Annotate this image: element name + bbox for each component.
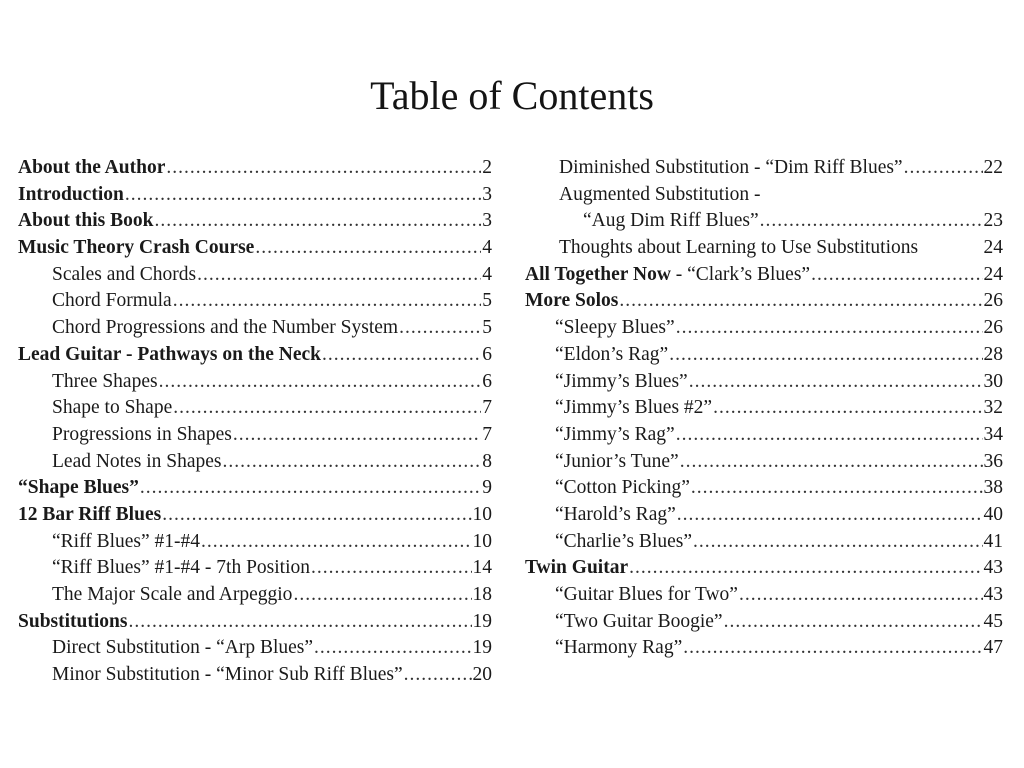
toc-leader-dots [322, 342, 481, 369]
toc-entry-title [525, 262, 810, 289]
toc-leader-dots [197, 262, 481, 289]
toc-entry-page-number: 8 [482, 450, 492, 472]
toc-leader-dots [904, 155, 983, 182]
toc-leader-dots [689, 369, 983, 396]
toc-entry-page-number: 45 [983, 610, 1003, 632]
toc-entry-page-number: 20 [472, 664, 492, 686]
toc-entry-page-number: 41 [983, 530, 1003, 552]
toc-entry-title: Chord Progressions and the Number System [52, 317, 399, 339]
toc-entry [18, 182, 492, 209]
toc-entry [525, 235, 1003, 262]
toc-entry [525, 395, 1003, 422]
toc-entry-title: “Junior’s Tune” [555, 450, 679, 472]
toc-entry-page-number: 24 [983, 237, 1003, 259]
toc-entry [525, 155, 1003, 182]
toc-entry [525, 582, 1003, 609]
toc-entry [525, 635, 1003, 662]
toc-entry-page-number: 2 [482, 157, 492, 178]
toc-leader-dots [713, 395, 982, 422]
toc-leader-dots [676, 315, 983, 342]
toc-entry-title: Chord Formula [52, 290, 172, 312]
toc-entry-page-number: 28 [983, 343, 1003, 365]
toc-entry-page-number: 26 [983, 290, 1003, 312]
toc-entry-page-number: 36 [983, 450, 1003, 472]
toc-leader-dots [811, 262, 982, 289]
toc-entry-title: Progressions in Shapes [52, 423, 232, 445]
toc-entry-title: “Eldon’s Rag” [555, 343, 669, 365]
toc-entry-page-number: 6 [482, 343, 492, 365]
toc-entry-title: More Solos [525, 290, 619, 312]
toc-leader-dots [399, 315, 481, 342]
toc-entry-page-number: 34 [983, 423, 1003, 445]
toc-entry-title: Augmented Substitution - [559, 183, 761, 205]
toc-entry [18, 502, 492, 529]
toc-entry [18, 369, 492, 396]
toc-entry-title: Scales and Chords [52, 263, 197, 285]
toc-entry-title: Three Shapes [52, 370, 158, 392]
toc-entry-page-number: 43 [983, 557, 1003, 579]
toc-entry [525, 315, 1003, 342]
toc-entry-page-number: 24 [983, 263, 1003, 285]
toc-entry [18, 529, 492, 556]
toc-entry-title: “Riff Blues” #1-#4 [52, 530, 201, 552]
toc-entry [18, 475, 492, 502]
toc-entry [525, 449, 1003, 476]
toc-entry-page-number: 18 [472, 584, 492, 605]
toc-entry [18, 288, 492, 315]
toc-entry-title: “Harmony Rag” [555, 637, 683, 659]
toc-entry-page-number: 23 [983, 210, 1003, 232]
toc-leader-dots [293, 582, 471, 609]
toc-entry [525, 182, 1003, 209]
toc-leader-dots [125, 182, 481, 209]
toc-entry [18, 315, 492, 342]
toc-entry [525, 369, 1003, 396]
toc-entry-page-number: 9 [482, 477, 492, 499]
toc-entry [18, 609, 492, 636]
toc-leader-dots [233, 422, 481, 449]
toc-entry-page-number: 22 [983, 157, 1003, 178]
toc-right-column [525, 155, 1003, 662]
toc-entry-page-number: 26 [983, 317, 1003, 339]
toc-entry [18, 395, 492, 422]
toc-entry-title: “Jimmy’s Blues” [555, 370, 688, 392]
toc-entry-page-number: 10 [472, 503, 492, 525]
toc-leader-dots [162, 502, 471, 529]
toc-leader-dots [140, 475, 481, 502]
toc-leader-dots [173, 395, 481, 422]
toc-entry-title: About this Book [18, 210, 154, 232]
toc-entry-page-number: 19 [472, 637, 492, 659]
toc-leader-dots [223, 449, 482, 476]
toc-leader-dots [154, 208, 481, 235]
toc-entry-title: “Jimmy’s Blues #2” [555, 397, 713, 419]
toc-entry-title: Thoughts about Learning to Use Substitutions [559, 237, 919, 259]
toc-entry [525, 475, 1003, 502]
toc-leader-dots [739, 582, 983, 609]
toc-entry-title: “Harold’s Rag” [555, 503, 676, 525]
toc-entry-title: “Aug Dim Riff Blues” [583, 210, 759, 232]
toc-entry [18, 235, 492, 262]
toc-leader-dots [173, 288, 482, 315]
toc-entry [18, 262, 492, 289]
toc-entry [18, 582, 492, 609]
toc-entry-title: Diminished Substitution - “Dim Riff Blues” [559, 157, 903, 178]
toc-entry-title: Lead Guitar - Pathways on the Neck [18, 343, 321, 365]
toc-leader-dots [680, 449, 983, 476]
toc-entry-title-rest: - “Clark’s Blues” [670, 263, 811, 285]
toc-entry-page-number: 5 [482, 317, 492, 339]
toc-entry-page-number: 3 [482, 183, 492, 205]
toc-entry [18, 342, 492, 369]
toc-entry-page-number: 43 [983, 584, 1003, 605]
toc-leader-dots [166, 155, 481, 182]
toc-entry-page-number: 40 [983, 503, 1003, 525]
toc-entry-title: Twin Guitar [525, 557, 629, 579]
toc-entry-title: Lead Notes in Shapes [52, 450, 222, 472]
toc-entry-page-number: 47 [983, 637, 1003, 659]
toc-entry [18, 635, 492, 662]
toc-entry [18, 208, 492, 235]
page-title: Table of Contents [370, 73, 654, 118]
toc-entry-title: “Sleepy Blues” [555, 317, 675, 339]
toc-entry-title: “Shape Blues” [18, 477, 139, 499]
toc-entry-title-bold: All Together Now [525, 263, 671, 285]
toc-leader-dots [724, 609, 983, 636]
toc-leader-dots [693, 529, 982, 556]
toc-entry-page-number: 32 [983, 397, 1003, 419]
toc-entry-page-number: 6 [482, 370, 492, 392]
toc-entry [18, 422, 492, 449]
toc-entry-title: 12 Bar Riff Blues [18, 503, 162, 525]
toc-leader-dots [629, 555, 982, 582]
toc-entry-page-number: 10 [472, 530, 492, 552]
toc-leader-dots [128, 609, 471, 636]
toc-entry-title: “Jimmy’s Rag” [555, 423, 675, 445]
toc-entry-title: “Cotton Picking” [555, 477, 690, 499]
toc-entry-page-number: 4 [482, 263, 492, 285]
toc-entry-page-number: 30 [983, 370, 1003, 392]
toc-entry-title: “Two Guitar Boogie” [555, 610, 723, 632]
toc-entry-page-number: 7 [482, 397, 492, 419]
toc-entry-title: Substitutions [18, 610, 128, 632]
toc-entry-title: “Guitar Blues for Two” [555, 584, 738, 605]
toc-entry [525, 262, 1003, 289]
toc-leader-dots [201, 529, 471, 556]
toc-leader-dots [760, 208, 983, 235]
toc-leader-dots [404, 662, 472, 689]
toc-leader-dots [314, 635, 471, 662]
toc-leader-dots [691, 475, 983, 502]
toc-entry-title: The Major Scale and Arpeggio [52, 584, 293, 605]
toc-entry [18, 155, 492, 182]
toc-entry-title: About the Author [18, 157, 166, 178]
toc-entry [525, 208, 1003, 235]
toc-entry [525, 529, 1003, 556]
toc-left-column [18, 155, 492, 689]
toc-entry [18, 449, 492, 476]
toc-entry [525, 555, 1003, 582]
toc-entry-page-number: 4 [482, 237, 492, 259]
toc-leader-dots [311, 555, 471, 582]
toc-entry-page-number: 19 [472, 610, 492, 632]
toc-entry-title: Introduction [18, 183, 124, 205]
toc-entry [525, 502, 1003, 529]
toc-entry [18, 555, 492, 582]
toc-leader-dots [255, 235, 481, 262]
toc-entry-title: Music Theory Crash Course [18, 237, 255, 259]
toc-leader-dots [619, 288, 982, 315]
toc-entry-page-number: 5 [482, 290, 492, 312]
toc-entry-title: Minor Substitution - “Minor Sub Riff Blues” [52, 664, 403, 686]
toc-leader-dots [677, 502, 983, 529]
toc-entry-page-number: 14 [472, 557, 492, 579]
toc-entry-page-number: 3 [482, 210, 492, 232]
toc-leader-dots [683, 635, 982, 662]
toc-entry-title: Direct Substitution - “Arp Blues” [52, 637, 314, 659]
toc-leader-dots [669, 342, 982, 369]
toc-entry [525, 342, 1003, 369]
toc-entry-page-number: 38 [983, 477, 1003, 499]
toc-entry [18, 662, 492, 689]
toc-entry [525, 422, 1003, 449]
toc-leader-dots [676, 422, 983, 449]
toc-entry-title: “Riff Blues” #1-#4 - 7th Position [52, 557, 311, 579]
toc-entry-title: Shape to Shape [52, 397, 173, 419]
toc-entry-title: “Charlie’s Blues” [555, 530, 693, 552]
toc-entry [525, 609, 1003, 636]
toc-entry [525, 288, 1003, 315]
toc-entry-page-number: 7 [482, 423, 492, 445]
toc-leader-dots [159, 369, 482, 396]
